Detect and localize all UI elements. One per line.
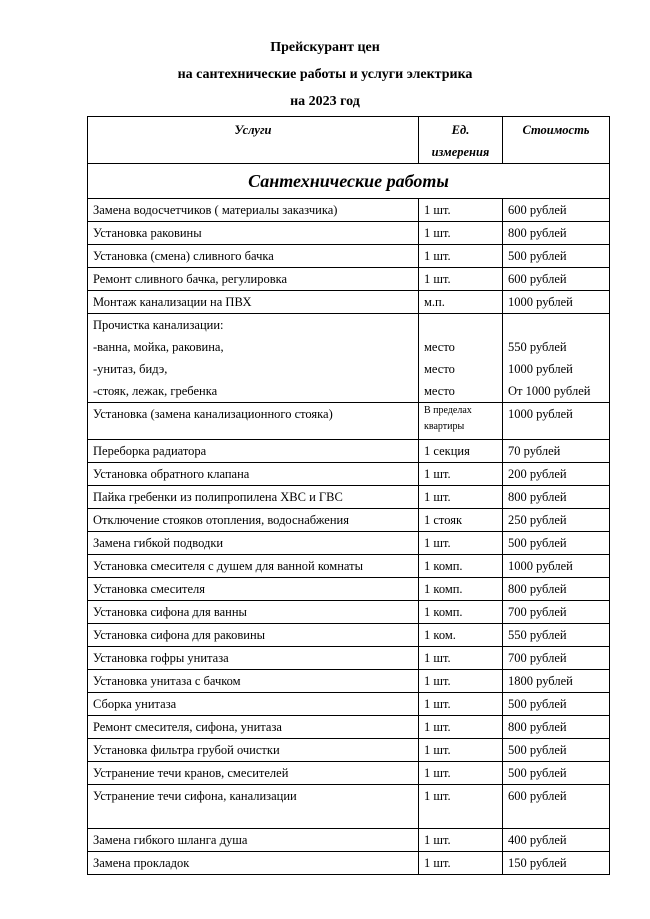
cell-unit: 1 ком. [419,624,503,647]
table-row [88,268,610,291]
table-row [88,199,610,222]
cell-price: 800 рублей [503,578,610,601]
cell-price: 800 рублей [503,486,610,509]
cell-unit: 1 комп. [419,601,503,624]
header-unit [419,117,503,164]
header-row [88,117,610,164]
cell-price: 500 рублей [503,762,610,785]
cell-service: Переборка радиатора [88,440,419,463]
table-row [88,222,610,245]
table-row [88,739,610,762]
riser-unit-line-2: квартиры [424,421,465,432]
cell-service: Установка сифона для раковины [88,624,419,647]
cell-unit: 1 шт. [419,716,503,739]
cell-price: 550 рублей [503,624,610,647]
cell-price: 600 рублей [503,199,610,222]
cell-price: 70 рублей [503,440,610,463]
cell-service: Установка раковины [88,222,419,245]
cell-service: Монтаж канализации на ПВХ [88,291,419,314]
cell-price: 200 рублей [503,463,610,486]
cell-service: Замена водосчетчиков ( материалы заказчика) [88,199,419,222]
table-row [88,647,610,670]
cell-unit: 1 шт. [419,852,503,875]
riser-unit-line-1: В пределах [424,405,472,416]
table-row [88,829,610,852]
cell-service: Пайка гребенки из полипропилена ХВС и ГВС [88,486,419,509]
header-unit-line-1: Ед. [451,123,470,137]
table-row [88,670,610,693]
table-row [88,555,610,578]
section-row [88,164,610,199]
cleaning-price [503,314,610,403]
cell-service: Замена гибкого шланга душа [88,829,419,852]
header-price: Стоимость [503,117,610,164]
riser-unit [419,403,503,440]
cell-price: 700 рублей [503,647,610,670]
cleaning-item-1: -ванна, мойка, раковина, [93,340,224,354]
cell-price: 500 рублей [503,532,610,555]
cleaning-price-1: 550 рублей [508,340,567,354]
cleaning-title: Прочистка канализации: [93,318,224,332]
header-unit-line-2: измерения [431,145,490,159]
cell-unit: 1 шт. [419,739,503,762]
cell-price: 150 рублей [503,852,610,875]
header-service: Услуги [88,117,419,164]
cleaning-price-2: 1000 рублей [508,362,573,376]
table-row [88,601,610,624]
table-row [88,716,610,739]
cell-unit: 1 шт. [419,245,503,268]
cell-price: 400 рублей [503,829,610,852]
title-line-3: на 2023 год [290,94,360,109]
cell-unit: 1 шт. [419,693,503,716]
cleaning-price-3: От 1000 рублей [508,384,591,398]
cleaning-unit-2: место [424,362,455,376]
cell-service: Устранение течи кранов, смесителей [88,762,419,785]
cleaning-item-2: -унитаз, бидэ, [93,362,168,376]
cell-price: 1000 рублей [503,555,610,578]
cell-unit: 1 шт. [419,199,503,222]
cell-unit: 1 шт. [419,829,503,852]
cell-unit: 1 шт. [419,486,503,509]
cell-service: Установка (смена) сливного бачка [88,245,419,268]
title-line-2: на сантехнические работы и услуги электрика [177,67,473,82]
cell-price: 500 рублей [503,693,610,716]
cell-service: Установка унитаза с бачком [88,670,419,693]
cell-service: Устранение течи сифона, канализации [88,785,419,829]
cell-unit: 1 шт. [419,670,503,693]
cell-unit: 1 стояк [419,509,503,532]
cell-unit: 1 шт. [419,647,503,670]
table-row [88,852,610,875]
cleaning-row [88,314,610,403]
cell-price: 700 рублей [503,601,610,624]
cell-price: 600 рублей [503,268,610,291]
cell-service: Замена прокладок [88,852,419,875]
table-row [88,463,610,486]
cleaning-item-3: -стояк, лежак, гребенка [93,384,218,398]
table-row [88,486,610,509]
section-title: Сантехнические работы [88,164,610,199]
cleaning-unit-1: место [424,340,455,354]
table-row [88,578,610,601]
rows-group-1 [88,199,610,314]
cleaning-unit-3: место [424,384,455,398]
cell-unit: м.п. [419,291,503,314]
riser-row [88,403,610,440]
cell-service: Отключение стояков отопления, водоснабжения [88,509,419,532]
cell-price: 800 рублей [503,222,610,245]
cell-service: Установка обратного клапана [88,463,419,486]
cell-price: 1000 рублей [503,291,610,314]
cell-service: Установка смесителя [88,578,419,601]
table-row [88,532,610,555]
price-table [87,116,610,875]
title-line-1: Прейскурант цен [270,40,380,55]
cell-unit: 1 шт. [419,222,503,245]
cell-service: Установка смесителя с душем для ванной комнаты [88,555,419,578]
cell-unit: 1 шт. [419,762,503,785]
riser-price: 1000 рублей [503,403,610,440]
riser-service: Установка (замена канализационного стояка) [88,403,419,440]
cell-unit: 1 комп. [419,555,503,578]
cell-unit: 1 комп. [419,578,503,601]
cell-unit: 1 шт. [419,268,503,291]
table-row [88,785,610,829]
cell-price: 800 рублей [503,716,610,739]
table-row [88,440,610,463]
cell-service: Установка гофры унитаза [88,647,419,670]
table-row [88,762,610,785]
cleaning-unit [419,314,503,403]
table-row [88,693,610,716]
table-row [88,509,610,532]
cell-price: 500 рублей [503,739,610,762]
table-row [88,245,610,268]
cell-unit: 1 секция [419,440,503,463]
rows-group-2 [88,440,610,875]
cell-service: Ремонт сливного бачка, регулировка [88,268,419,291]
table-row [88,624,610,647]
cell-service: Установка сифона для ванны [88,601,419,624]
cell-service: Замена гибкой подводки [88,532,419,555]
cleaning-service [88,314,419,403]
cell-unit: 1 шт. [419,532,503,555]
cell-price: 500 рублей [503,245,610,268]
cell-unit: 1 шт. [419,463,503,486]
cell-unit: 1 шт. [419,785,503,829]
cell-price: 1800 рублей [503,670,610,693]
table-row [88,291,610,314]
cell-price: 250 рублей [503,509,610,532]
cell-service: Ремонт смесителя, сифона, унитаза [88,716,419,739]
cell-price: 600 рублей [503,785,610,829]
cell-service: Установка фильтра грубой очистки [88,739,419,762]
cell-service: Сборка унитаза [88,693,419,716]
